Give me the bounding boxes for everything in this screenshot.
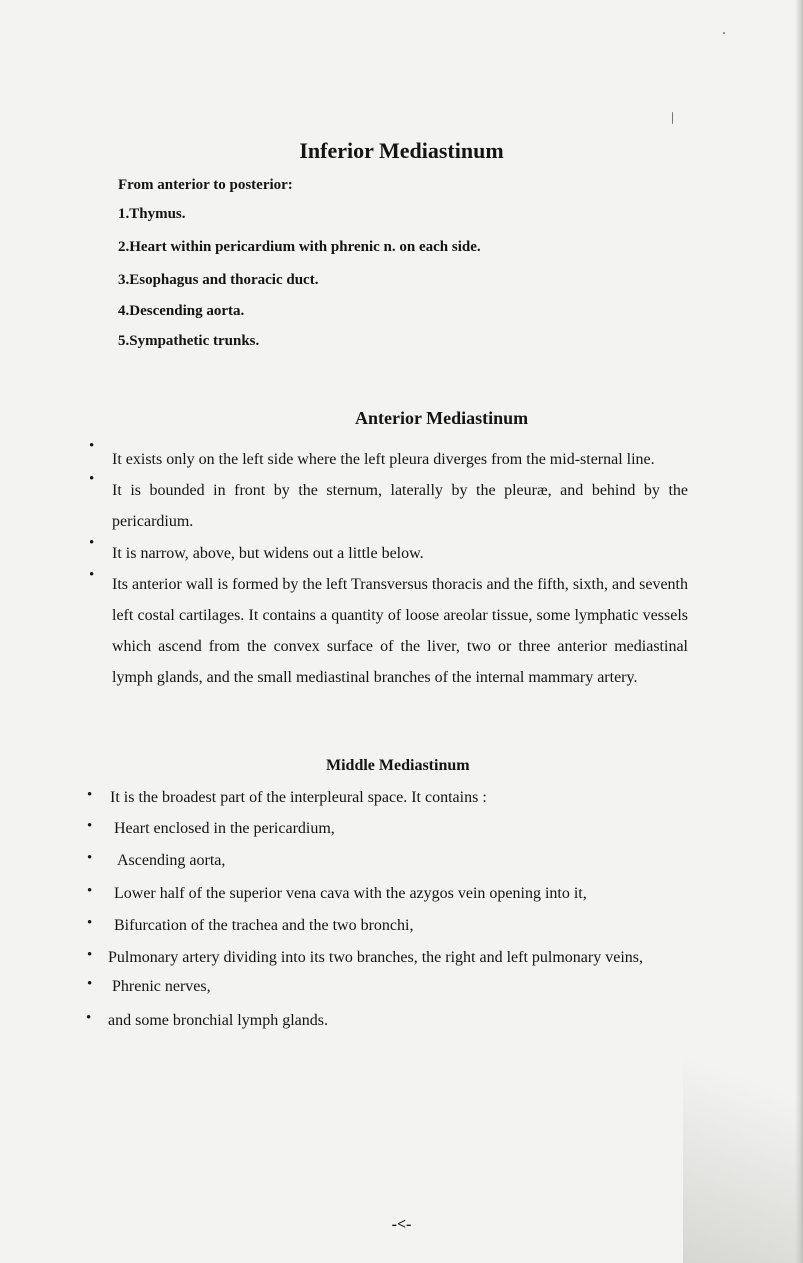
bullet-icon: • xyxy=(87,818,93,834)
bullet-icon: • xyxy=(87,850,93,866)
middle-item: Phrenic nerves, xyxy=(112,978,211,995)
bullet-icon: • xyxy=(87,787,93,803)
scan-speck xyxy=(723,32,725,34)
bullet-icon: • xyxy=(89,438,95,454)
inferior-item: 4.Descending aorta. xyxy=(118,303,245,319)
middle-item: Lower half of the superior vena cava with the azygos vein opening into it, xyxy=(114,885,587,902)
middle-item: It is the broadest part of the interpleural space. It contains : xyxy=(110,789,487,806)
scan-mark xyxy=(672,112,673,124)
anterior-item: It exists only on the left side where the left pleura diverges from the mid-sternal line. xyxy=(112,451,655,468)
inferior-item: 1.Thymus. xyxy=(118,206,186,222)
bullet-icon: • xyxy=(87,976,93,992)
inferior-item: 5.Sympathetic trunks. xyxy=(118,333,260,349)
bullet-icon: • xyxy=(87,883,93,899)
bullet-icon: • xyxy=(89,535,95,551)
inferior-item: 2.Heart within pericardium with phrenic n. on each side. xyxy=(118,239,481,255)
bullet-icon: • xyxy=(89,471,95,487)
inferior-title: Inferior Mediastinum xyxy=(299,138,504,163)
bullet-icon: • xyxy=(89,567,95,583)
middle-item: Heart enclosed in the pericardium, xyxy=(114,820,335,837)
middle-item: Bifurcation of the trachea and the two bronchi, xyxy=(114,917,414,934)
middle-title: Middle Mediastinum xyxy=(326,757,470,774)
inferior-intro: From anterior to posterior: xyxy=(118,177,293,193)
inferior-item: 3.Esophagus and thoracic duct. xyxy=(118,272,319,288)
anterior-title: Anterior Mediastinum xyxy=(355,408,529,428)
middle-item: Pulmonary artery dividing into its two branches, the right and left pulmonary veins, xyxy=(108,949,644,966)
anterior-item: Its anterior wall is formed by the left Transversus thoracis and the fifth, sixth, and seventh left costal cartilages. It contains a quantity of loose areolar tissue, some lymphatic vessels which ascend from the convex surface of the liver, two or three anterior mediastinal lymph glands, and the small mediastinal branches of the internal mammary artery. xyxy=(112,576,688,686)
middle-item: Ascending aorta, xyxy=(117,852,226,869)
bullet-icon: • xyxy=(86,1010,92,1026)
anterior-item: It is narrow, above, but widens out a little below. xyxy=(112,545,424,562)
anterior-item: It is bounded in front by the sternum, laterally by the pleuræ, and behind by the pericardium. xyxy=(112,482,688,530)
corner-shadow xyxy=(683,843,803,1263)
bullet-icon: • xyxy=(87,915,93,931)
page-number: -<- xyxy=(391,1216,412,1233)
middle-item: and some bronchial lymph glands. xyxy=(108,1012,328,1029)
bullet-icon: • xyxy=(87,947,93,963)
